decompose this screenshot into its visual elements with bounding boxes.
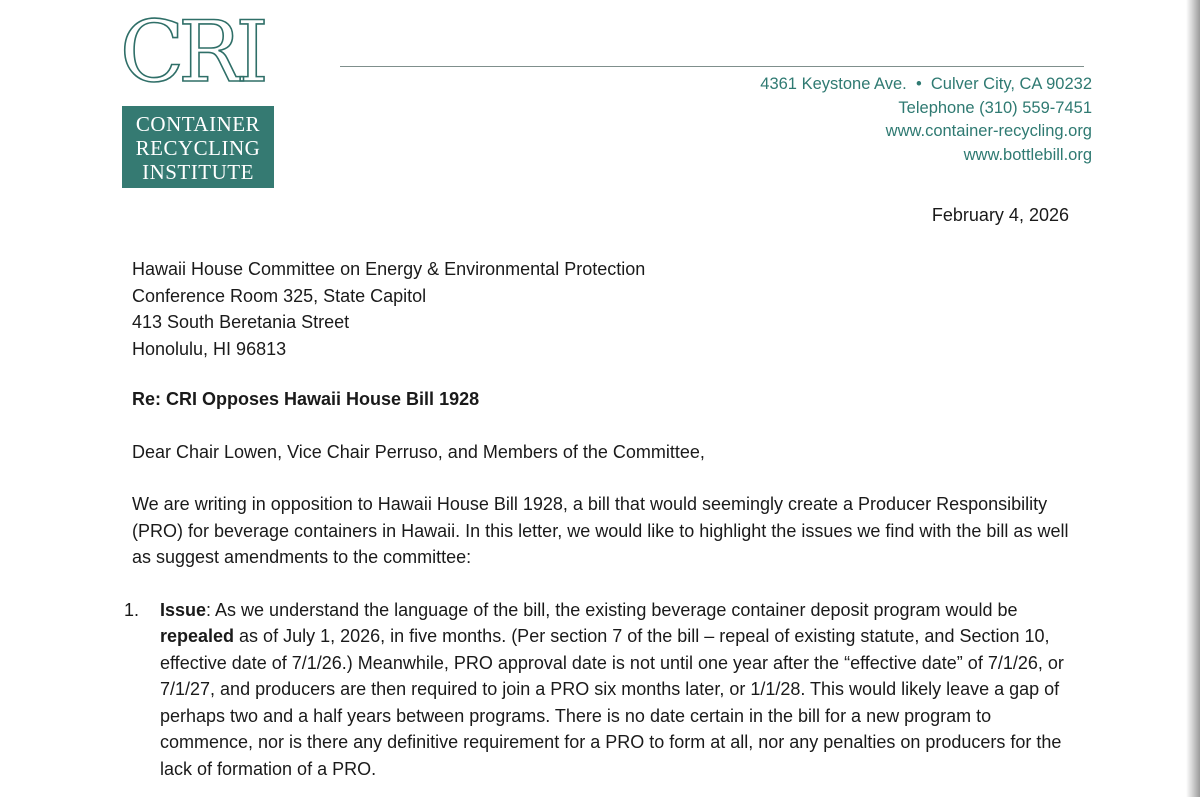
- page-edge-shadow: [1186, 0, 1200, 797]
- logo-line-2: RECYCLING: [135, 136, 261, 160]
- address-website-2: www.bottlebill.org: [963, 145, 1092, 164]
- cri-logo: [120, 3, 278, 188]
- issue-emphasis: repealed: [160, 626, 235, 646]
- issue-text-a: : As we understand the language of the bill, the existing beverage container deposit program would be: [206, 599, 1018, 620]
- issue-item-1: [124, 597, 1082, 783]
- logo-line-1: CONTAINER: [135, 112, 261, 136]
- logo-mark: CRI: [120, 3, 263, 101]
- salutation: Dear Chair Lowen, Vice Chair Perruso, and Members of the Committee,: [132, 441, 705, 462]
- recipient-line-4: Honolulu, HI 96813: [132, 338, 287, 359]
- logo-box: [122, 106, 274, 188]
- header-divider: [340, 66, 1084, 67]
- address-bullet: •: [915, 75, 922, 93]
- recipient-line-3: 413 South Beretania Street: [132, 312, 350, 332]
- letter-body: [124, 256, 1082, 782]
- address-street: 4361 Keystone Ave.: [760, 75, 907, 93]
- intro-paragraph: We are writing in opposition to Hawaii House Bill 1928, a bill that would seemingly create a Producer Responsibility (PRO) for beverage containers in Hawaii. In this letter, we would like to highlight the issues we find with the bill as well as suggest amendments to the committee:: [132, 494, 1069, 567]
- subject-line: Re: CRI Opposes Hawaii House Bill 1928: [132, 389, 480, 409]
- issue-number: 1.: [124, 599, 140, 620]
- address-city: Culver City, CA 90232: [930, 75, 1092, 93]
- letter-date: February 4, 2026: [931, 205, 1069, 225]
- logo-line-3: INSTITUTE: [142, 160, 254, 184]
- issue-text-b: as of July 1, 2026, in five months. (Per section 7 of the bill – repeal of existing statute, and Section 10, effective date of 7/1/26.) Meanwhile, PRO approval date is not until one year after the “effective date” of 7/1/26, or 7/1/27, and producers are then required to join a PRO six months later, or 1/1/28. This would likely leave a gap of perhaps two and a half years between programs. There is no date certain in the bill for a new program to commence, nor is there any definitive requirement for a PRO to form at all, nor any penalties on producers for the lack of formation of a PRO.: [160, 626, 1064, 779]
- issue-label: Issue: [160, 599, 207, 620]
- address-website-1: www.container-recycling.org: [885, 122, 1092, 140]
- recipient-line-1: Hawaii House Committee on Energy & Environmental Protection: [132, 259, 646, 279]
- letterhead-address: [760, 73, 1092, 167]
- recipient-line-2: Conference Room 325, State Capitol: [132, 285, 427, 306]
- address-telephone: Telephone (310) 559-7451: [898, 98, 1092, 117]
- address-street-line: [760, 73, 1092, 97]
- recipient-block: [132, 256, 1082, 362]
